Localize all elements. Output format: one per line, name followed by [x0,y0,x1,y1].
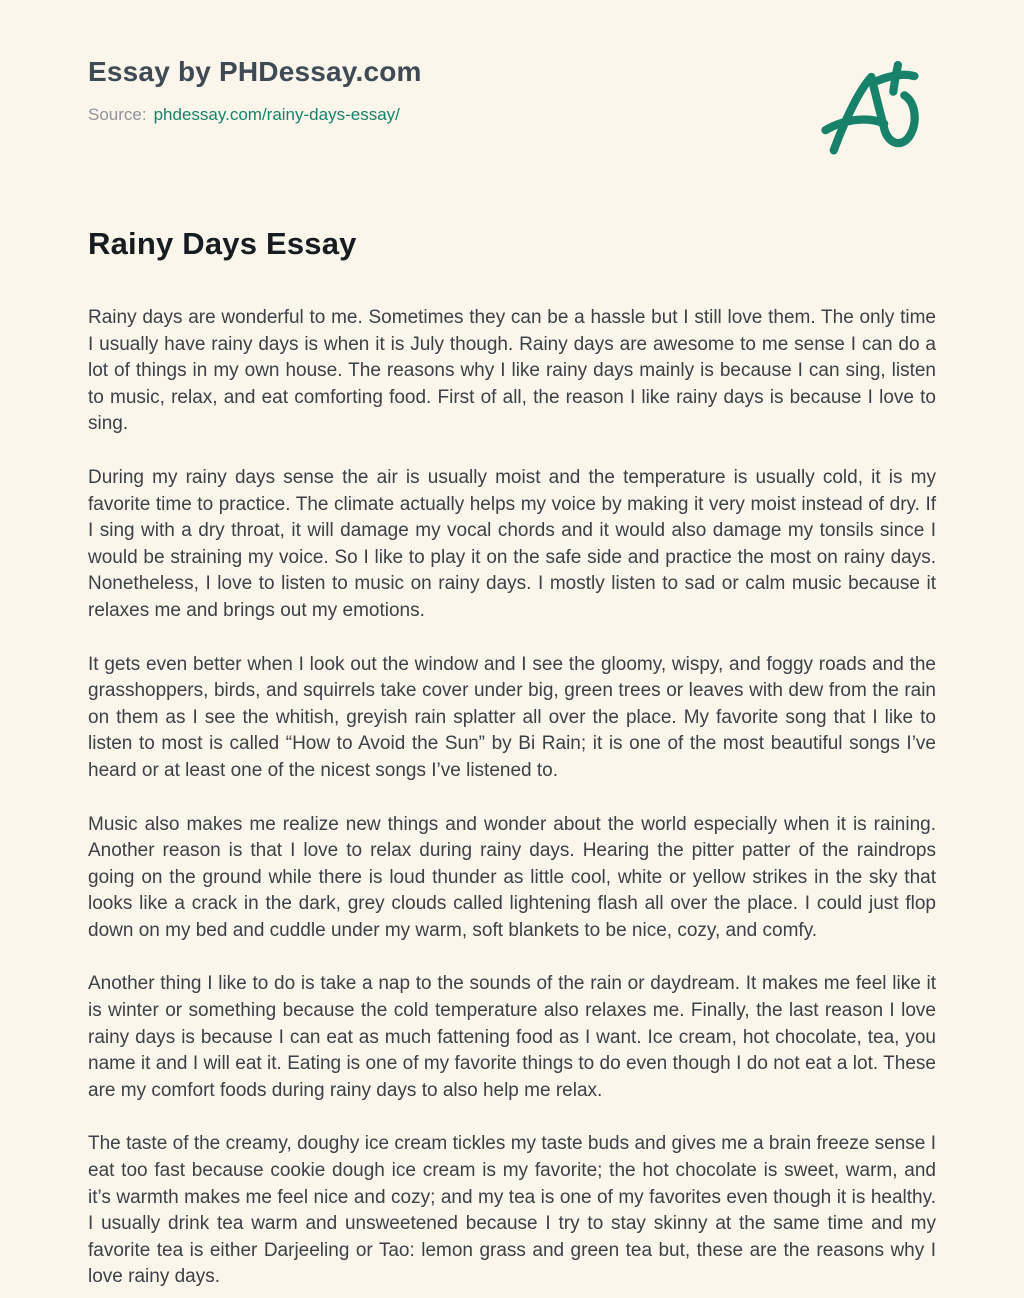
essay-paragraph-2: During my rainy days sense the air is usually moist and the temperature is usually cold, it is my favorite time to practice. The climate actually helps my voice by making it very moist instead of dry. If I sing with a dry throat, it will damage my vocal chords and it would also damage my tonsils since I would be straining my voice. So I like to play it on the safe side and practice the most on rainy days. Nonetheless, I love to listen to music on rainy days. I mostly listen to sad or calm music because it relaxes me and brings out my emotions. [88,466,936,621]
essay-content [88,226,936,1291]
essay-body [88,305,936,1291]
source-line [88,105,422,125]
source-label: Source: [88,105,147,124]
essay-paragraph-6: The taste of the creamy, doughy ice cream tickles my taste buds and gives me a brain freeze sense I eat too fast because cookie dough ice cream is my favorite; the hot chocolate is sweet, warm, and it’s warmth makes me feel nice and cozy; and my tea is one of my favorites even though it is healthy. I usually drink tea warm and unsweetened because I try to stay skinny at the same time and my favorite tea is either Darjeeling or Tao: lemon grass and green tea but, these are the reasons why I love rainy days. [88,1133,936,1288]
source-link[interactable]: phdessay.com/rainy-days-essay/ [153,105,400,124]
essay-paragraph-4: Music also makes me realize new things and wonder about the world especially when it is raining. Another reason is that I love to relax during rainy days. Hearing the pitter patter of the raindrops going on the ground while there is loud thunder as little cool, white or yellow strikes in the sky that looks like a crack in the dark, grey clouds called lightening flash all over the place. I could just flop down on my bed and cuddle under my warm, soft blankets to be nice, cozy, and comfy. [88,813,936,941]
phdessay-a-plus-logo-icon [820,54,930,166]
essay-paragraph-1: Rainy days are wonderful to me. Sometimes they can be a hassle but I still love them. The only time I usually have rainy days is when it is July though. Rainy days are awesome to me sense I can do a lot of things in my own house. The reasons why I like rainy days mainly is because I can sing, listen to music, relax, and eat comforting food. First of all, the reason I like rainy days is because I love to sing. [88,307,936,435]
site-header-title: Essay by PHDessay.com [88,56,422,87]
essay-paragraph-3: It gets even better when I look out the window and I see the gloomy, wispy, and foggy roads and the grasshoppers, birds, and squirrels take cover under big, green trees or leaves with dew from the rain on them as I see the whitish, greyish rain splatter all over the place. My favorite song that I like to listen to most is called “How to Avoid the Sun” by Bi Rain; it is one of the most beautiful songs I’ve heard or at least one of the nicest songs I’ve listened to. [88,653,936,781]
essay-title: Rainy Days Essay [88,226,357,261]
header-text-block [88,48,422,125]
document-header [88,48,936,166]
essay-paragraph-5: Another thing I like to do is take a nap to the sounds of the rain or daydream. It makes me feel like it is winter or something because the cold temperature also relaxes me. Finally, the last reason I love rainy days is because I can eat as much fattening food as I want. Ice cream, hot chocolate, tea, you name it and I will eat it. Eating is one of my favorite things to do even though I do not eat a lot. These are my comfort foods during rainy days to also help me relax. [88,973,936,1101]
